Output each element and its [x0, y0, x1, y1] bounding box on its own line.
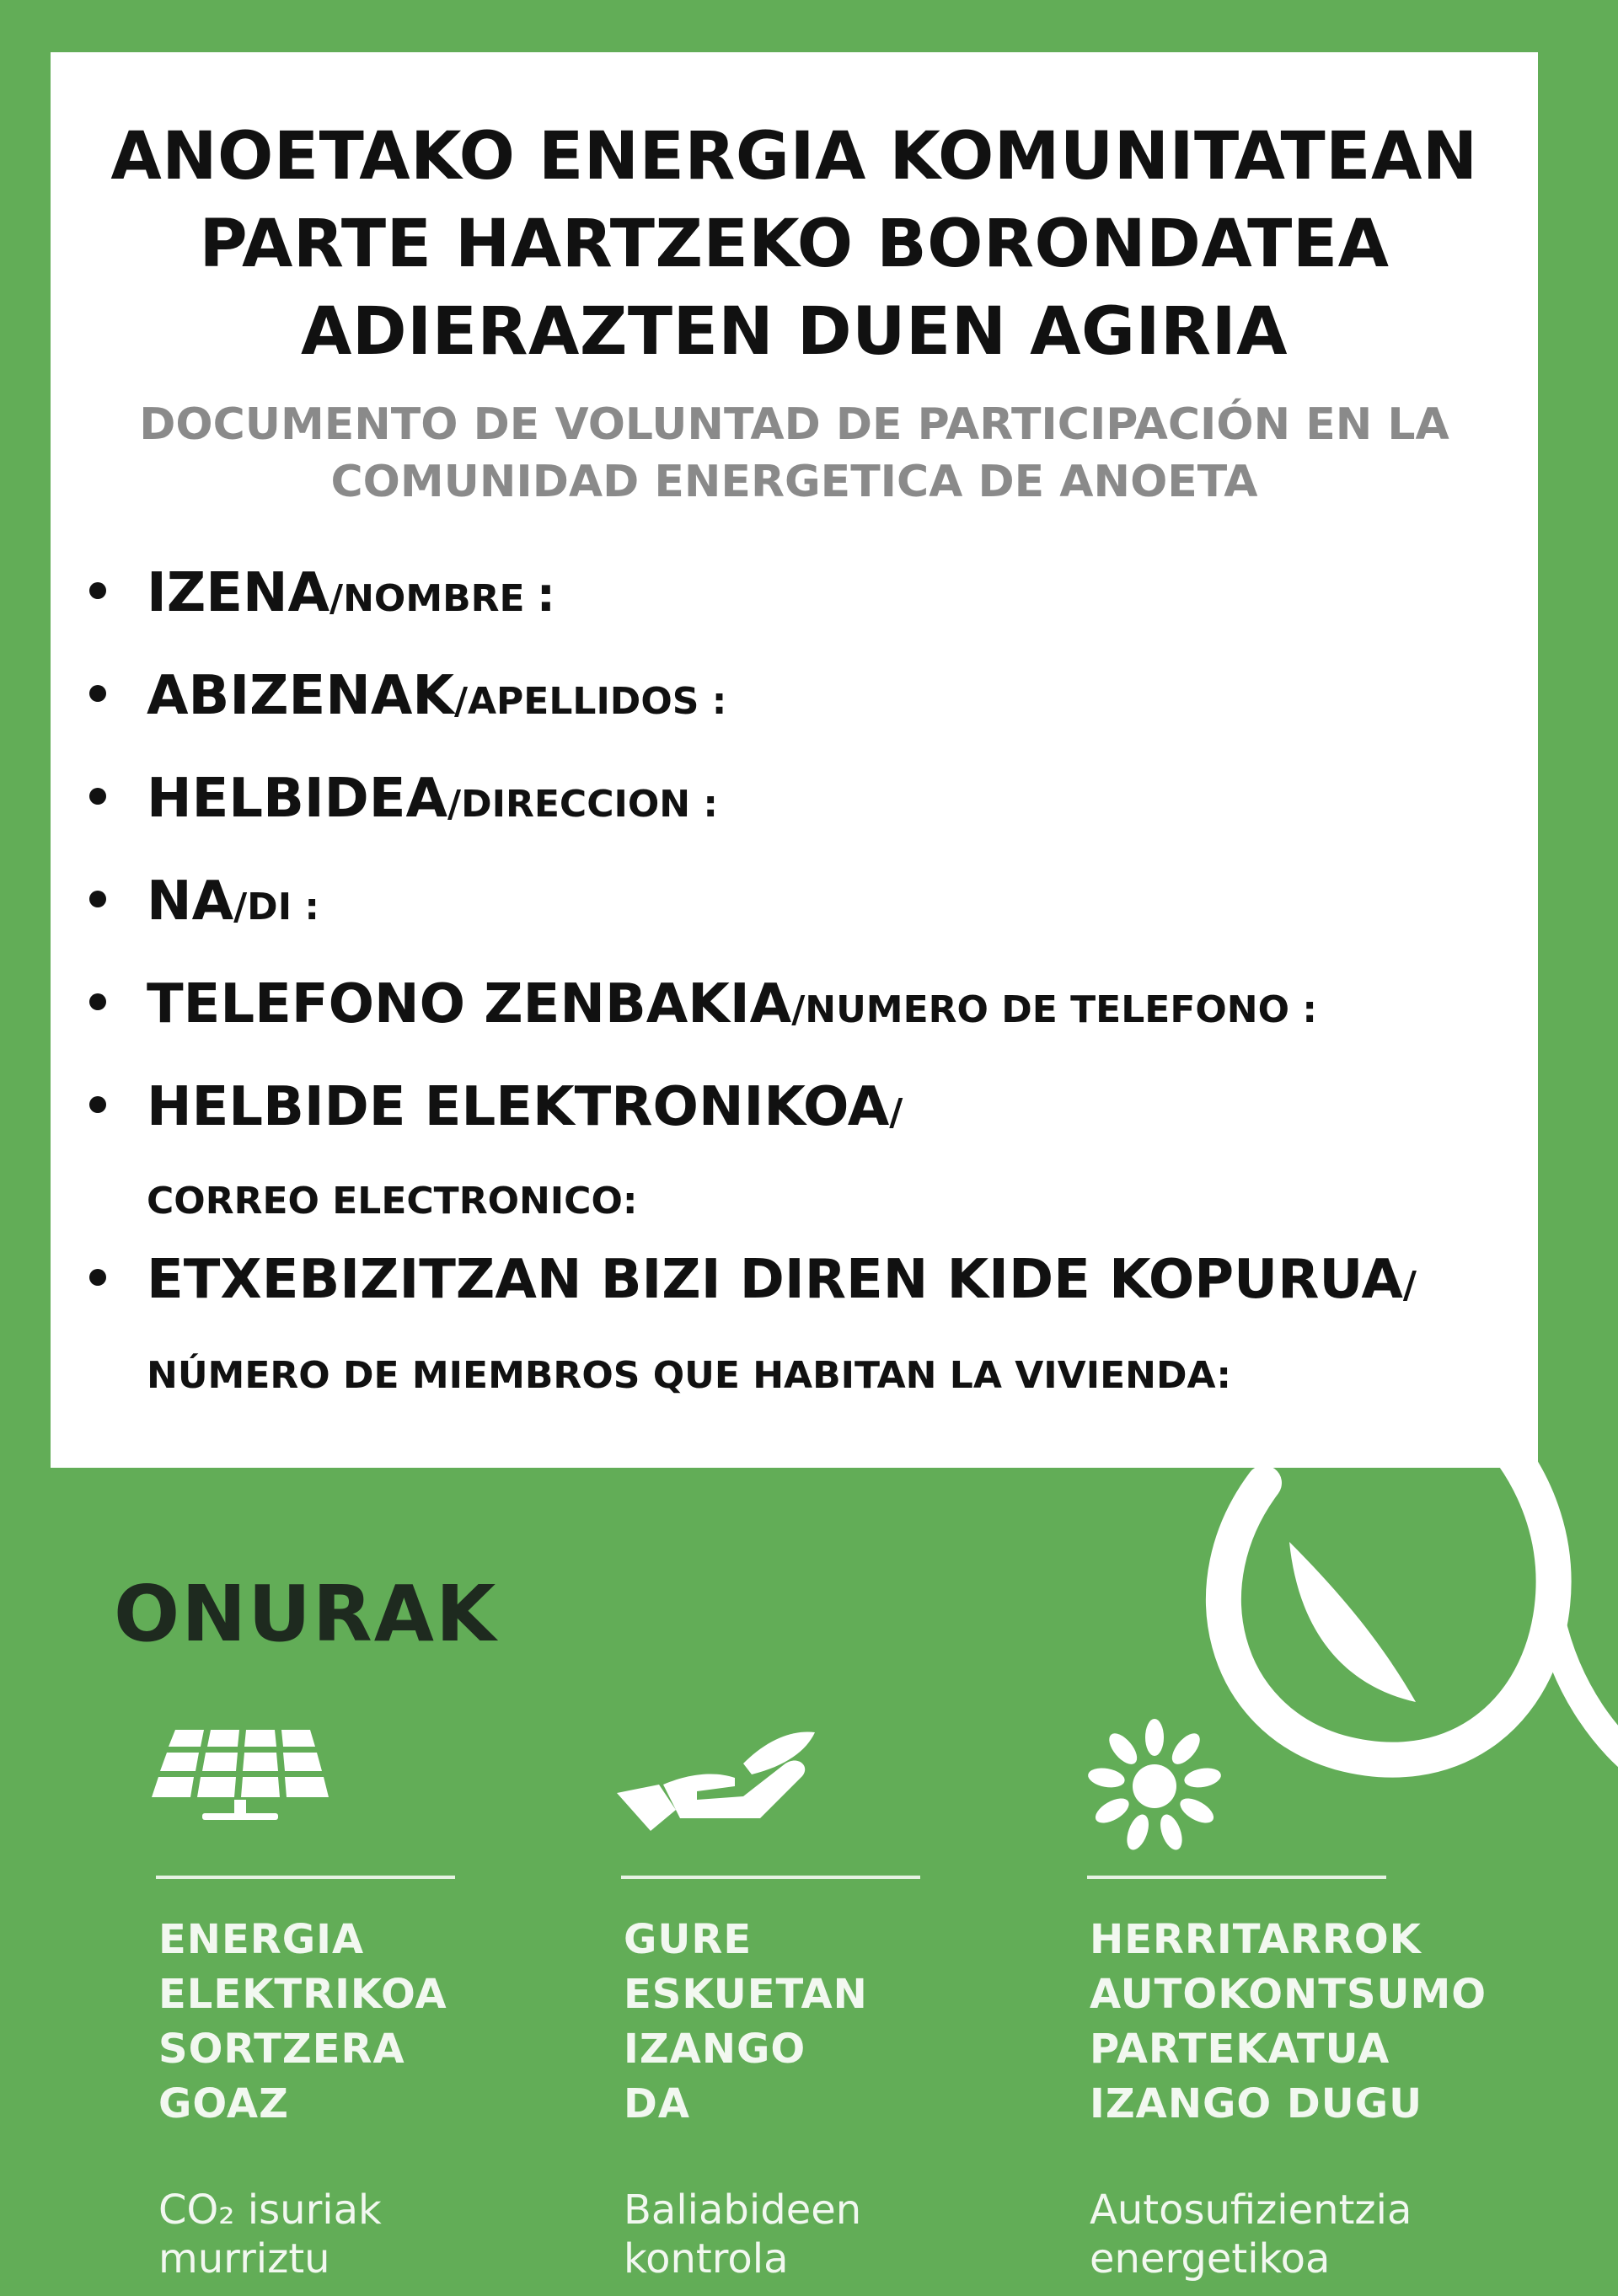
benefit-heading-line: GOAZ	[158, 2080, 289, 2127]
benefit-heading-line: DA	[624, 2080, 690, 2127]
solar-panel-icon	[152, 1726, 337, 1827]
subtitle-line-1: DOCUMENTO DE VOLUNTAD DE PARTICIPACIÓN EN LA	[139, 399, 1449, 450]
benefit-description-line: Baliabideen	[624, 2186, 862, 2234]
field-label-main: ETXEBIZITZAN BIZI DIREN KIDE KOPURUA	[147, 1249, 1403, 1311]
field-label-main: ABIZENAK	[147, 665, 454, 727]
benefit-description-line: energetikoa	[1090, 2235, 1331, 2283]
title-line-3: ADIERAZTEN DUEN AGIRIA	[301, 294, 1288, 370]
field-label-sub: /DIRECCION :	[447, 783, 719, 826]
benefit-heading-line: AUTOKONTSUMO	[1090, 1971, 1487, 2018]
field-izena[interactable]	[89, 562, 555, 624]
form-card	[51, 52, 1538, 1468]
section-title-onurak: ONURAK	[114, 1569, 498, 1659]
benefit-heading-line: HERRITARROK	[1090, 1916, 1422, 1963]
benefit-heading-line: IZANGO DUGU	[1090, 2080, 1423, 2127]
benefit-heading-line: PARTEKATUA	[1090, 2026, 1390, 2073]
title-line-2: PARTE HARTZEKO BORONDATEA	[199, 206, 1390, 282]
benefit-heading-line: ESKUETAN	[624, 1971, 868, 2018]
bullet-icon	[89, 891, 106, 907]
benefit-description-line: Autosufizientzia	[1090, 2186, 1412, 2234]
field-label-sub: /NUMERO DE TELEFONO :	[791, 988, 1317, 1031]
field-label-sub: /	[1402, 1264, 1417, 1307]
field-telefono[interactable]	[89, 973, 1317, 1036]
document-title	[51, 113, 1538, 376]
benefit-heading	[158, 1913, 447, 2132]
benefit-description-line: kontrola	[624, 2235, 789, 2283]
field-label-sub: /DI :	[233, 886, 319, 929]
bullet-icon	[89, 685, 106, 702]
benefit-heading-line: ENERGIA	[158, 1916, 365, 1963]
benefit-heading-line: GURE	[624, 1916, 753, 1963]
benefit-description	[1090, 2186, 1412, 2283]
field-helbide-elektronikoa[interactable]	[89, 1076, 903, 1138]
benefit-heading	[1090, 1913, 1487, 2132]
leaf-icon	[1171, 1449, 1618, 1845]
divider	[156, 1876, 455, 1879]
benefit-description	[624, 2186, 861, 2283]
divider	[1087, 1876, 1386, 1879]
benefit-heading-line: SORTZERA	[158, 2026, 405, 2073]
benefit-heading-line: ELEKTRIKOA	[158, 1971, 447, 2018]
benefit-description-line: murriztu	[158, 2235, 330, 2283]
bullet-icon	[89, 582, 106, 599]
field-label-continuation: NÚMERO DE MIEMBROS QUE HABITAN LA VIVIENDA:	[147, 1354, 1231, 1397]
benefit-description-line: CO₂ isuriak	[158, 2186, 382, 2234]
field-label-sub: /	[889, 1091, 903, 1134]
field-colon: :	[536, 568, 555, 623]
bullet-icon	[89, 788, 106, 805]
subtitle-line-2: COMUNIDAD ENERGETICA DE ANOETA	[330, 457, 1258, 507]
hand-holding-icon	[617, 1726, 819, 1835]
field-na[interactable]	[89, 870, 319, 933]
field-label-main: NA	[147, 870, 234, 933]
field-abizenak[interactable]	[89, 665, 726, 727]
bullet-icon	[89, 993, 106, 1010]
document-subtitle	[51, 396, 1538, 511]
field-label-sub: /APELLIDOS :	[453, 680, 727, 723]
bullet-icon	[89, 1096, 106, 1113]
benefit-heading	[624, 1913, 868, 2132]
field-label-main: TELEFONO ZENBAKIA	[147, 973, 792, 1036]
field-helbidea[interactable]	[89, 768, 718, 830]
field-kide-kopurua[interactable]	[89, 1249, 1417, 1311]
bullet-icon	[89, 1269, 106, 1286]
field-label-continuation: CORREO ELECTRONICO:	[147, 1180, 638, 1223]
benefit-heading-line: IZANGO	[624, 2026, 806, 2073]
field-label-sub: /NOMBRE	[329, 577, 525, 620]
field-label-main: HELBIDE ELEKTRONIKOA	[147, 1076, 890, 1138]
field-label-main: HELBIDEA	[147, 768, 448, 830]
sun-icon	[1083, 1719, 1226, 1854]
title-line-1: ANOETAKO ENERGIA KOMUNITATEAN	[110, 119, 1478, 195]
divider	[621, 1876, 920, 1879]
benefit-description	[158, 2186, 382, 2283]
field-label-main: IZENA	[147, 562, 330, 624]
